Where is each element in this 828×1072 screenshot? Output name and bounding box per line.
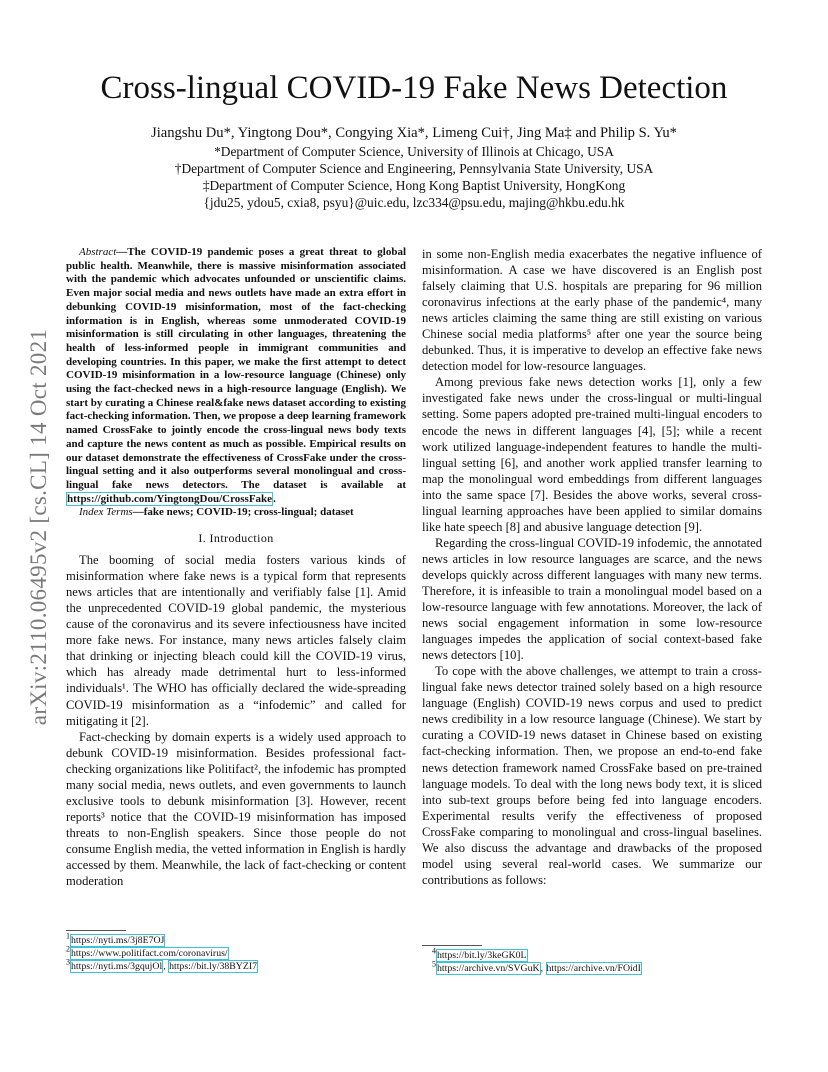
left-column: [66, 246, 406, 889]
intro-paragraph: in some non-English media exacerbates the negative influence of misinformation. A case we have discovered is an English post falsely claiming that U.S. hospitals are preparing for 96 million coronavirus infections at the early phase of the pandemic⁴, many news articles claiming the same thing are still existing on various Chinese social media platforms⁵ after one year the source being debunked. Thus, it is imperative to develop an effective fake news detection model for low-resource languages.: [422, 247, 762, 374]
footnote: $^3$https://nyti.ms/3gqujOl, https://bit.ly/38BYZI7: [66, 957, 257, 972]
affiliation-psu: †Department of Computer Science and Engineering, Pennsylvania State University, USA: [174, 161, 654, 176]
footnote: [66, 931, 258, 947]
footnote-link[interactable]: https://bit.ly/38BYZI7: [169, 961, 257, 972]
footnote-number: 2: [66, 944, 70, 954]
footnote-number: 5: [432, 959, 436, 969]
footnote-rule: [422, 945, 482, 946]
arxiv-sidebar: [26, 292, 52, 762]
footnotes-left: [66, 931, 258, 973]
abstract: Abstract—The COVID-19 pandemic poses a great threat to global public health. Meanwhile, there is massive misinformation associated with the pandemic which advocates unfounded or unscientific claims. Even major social media and news outlets have made an extra effort in debunking COVID-19 misinformation, most of the fact-checking information is in English, whereas some unmoderated COVID-19 misinformation is still circulating in other languages, threatening the health of less-informed people in immigrant communities and developing countries. In this paper, we make the first attempt to detect COVID-19 misinformation in a low-resource language (Chinese) only using the fact-checked news in a high-resource language (English). We start by curating a Chinese real&fake news dataset according to existing fact-checking information. Then, we propose a deep learning framework named CrossFake to jointly encode the cross-lingual news body texts and capture the news content as much as possible. Empirical results on our dataset demonstrate the effectiveness of CrossFake under the cross-lingual setting and it also outperforms several monolingual and cross-lingual fake news detectors. The dataset is available at https://github.com/YingtongDou/CrossFake.: [66, 246, 406, 505]
footnotes-right: [432, 946, 642, 975]
footnote-number: 1: [66, 931, 70, 941]
footnote-link[interactable]: https://archive.vn/FOidI: [546, 963, 641, 974]
footnote-link[interactable]: https://bit.ly/3keGK0L: [437, 950, 527, 961]
footnote: [66, 944, 258, 960]
author-list: Jiangshu Du*, Yingtong Dou*, Congying Xia*, Limeng Cui†, Jing Ma‡ and Philip S. Yu*: [151, 125, 677, 141]
intro-paragraph: To cope with the above challenges, we attempt to train a cross-lingual fake news detector trained solely based on a high resource language (English) COVID-19 news corpus and used to predict news credibility in a low resource language (Chinese). We start by curating a COVID-19 news dataset in Chinese based on existing fact-checking information. Then, we propose an end-to-end fake news detection framework named CrossFake based on pre-trained language models. To deal with the long news body text, it is sliced into sub-text groups before being fed into language encoders. Experimental results verify the effectiveness of proposed CrossFake comparing to monolingual and cross-lingual baselines. We also discuss the advantage and drawbacks of the proposed model using several real-world cases. We summarize our contributions as follows:: [422, 664, 762, 887]
arxiv-identifier: arXiv:2110.06495v2 [cs.CL] 14 Oct 2021: [26, 328, 51, 726]
affiliation-hkbu: ‡Department of Computer Science, Hong Kong Baptist University, HongKong: [202, 178, 626, 193]
abstract-text: —The COVID-19 pandemic poses a great threat to global public health. Meanwhile, there is massive misinformation associated with the pandemic which advocates unfounded or unscientific claims. Even major social media and news outlets have made an extra effort in debunking COVID-19 misinformation, most of the fact-checking information is in English, whereas some unmoderated COVID-19 misinformation is still circulating in other languages, threatening the health of less-informed people in immigrant communities and developing countries. In this paper, we make the first attempt to detect COVID-19 misinformation in a low-resource language (Chinese) only using the fact-checked news in a high-resource language (English). We start by curating a Chinese real&fake news dataset according to existing fact-checking information. Then, we propose a deep learning framework named CrossFake to jointly encode the cross-lingual news body texts and capture the news content as much as possible. Empirical results on our dataset demonstrate the effectiveness of CrossFake under the cross-lingual setting and it also outperforms several monolingual and cross-lingual fake news detectors. The dataset is available at: [66, 246, 406, 491]
footnote-link[interactable]: https://nyti.ms/3j8E7OJ: [71, 935, 165, 946]
footnote-number: 4: [432, 946, 436, 956]
intro-paragraph: The booming of social media fosters various kinds of misinformation where fake news is a typical form that represents news articles that are intentionally and verifiably false [1]. Amid the unprecedented COVID-19 global pandemic, the mysterious cause of the coronavirus and its severe infectiousness have incited more fake news. For instance, many news articles falsely claim that drinking or injecting bleach could kill the COVID-19 virus, which has already made detrimental hurt to less-informed individuals¹. The WHO has officially declared the wide-spreading COVID-19 misinformation as a “infodemic” and called for mitigating it [2].: [66, 553, 406, 728]
dataset-link[interactable]: https://github.com/YingtongDou/CrossFake: [67, 492, 273, 505]
footnote-link[interactable]: https://archive.vn/SVGuK: [437, 963, 540, 974]
footnote: [432, 946, 642, 962]
abstract-label: Abstract: [79, 246, 117, 258]
intro-paragraph: Among previous fake news detection works [1], only a few investigated fake news under the cross-lingual or multi-lingual setting. Some papers adopted pre-trained multi-lingual encoders to encode the news in different languages [4], [5]; while a recent work utilized language-independent features to handle the multi-lingual setting [6], and another work applied transfer learning to map the monolingual word embeddings from different languages into the same space [7]. Besides the above works, several cross-lingual learning approaches have been applied to similar domains like hate speech [8] and abusive language detection [9].: [422, 375, 762, 534]
right-column: [422, 246, 762, 888]
footnote-link[interactable]: https://www.politifact.com/coronavirus/: [71, 948, 228, 959]
footnote: $^5$https://archive.vn/SVGuK, https://archive.vn/FOidI: [432, 959, 641, 974]
paper-title: Cross-lingual COVID-19 Fake News Detection: [100, 70, 728, 106]
section-heading-introduction: I. Introduction: [198, 531, 274, 546]
footnote-number: 3: [66, 957, 70, 967]
author-emails: {jdu25, ydou5, cxia8, psyu}@uic.edu, lzc334@psu.edu, majing@hkbu.edu.hk: [203, 195, 625, 210]
footnote-link[interactable]: https://nyti.ms/3gqujOl: [71, 961, 163, 972]
affiliation-uic: *Department of Computer Science, University of Illinois at Chicago, USA: [214, 144, 614, 159]
footnote-rule: [66, 930, 126, 931]
intro-paragraph: Fact-checking by domain experts is a widely used approach to debunk COVID-19 misinformation. Besides professional fact-checking organizations like Politifact², the infodemic has prompted many social media, news outlets, and even governments to launch exclusive tools to debunk misinformation [3]. However, recent reports³ notice that the COVID-19 misinformation has imposed threats to non-English speakers. Since those people do not consume English media, the vetted information in English is hardly accessed by them. Meanwhile, the lack of fact-checking or content moderation: [66, 729, 406, 889]
intro-paragraph: Regarding the cross-lingual COVID-19 infodemic, the annotated news articles in low resource languages are scarce, and the news develops quickly across different languages with many new terms. Therefore, it is infeasible to train a monolingual model based on a low-resource language with few annotations. Moreover, the lack of news social engagement information in some low-resource languages impedes the application of social context-based fake news detectors [10].: [422, 535, 763, 663]
index-terms-label: Index Terms: [79, 506, 133, 519]
index-terms-text: —fake news; COVID-19; cross-lingual; dataset: [132, 506, 354, 519]
index-terms: [66, 506, 406, 520]
